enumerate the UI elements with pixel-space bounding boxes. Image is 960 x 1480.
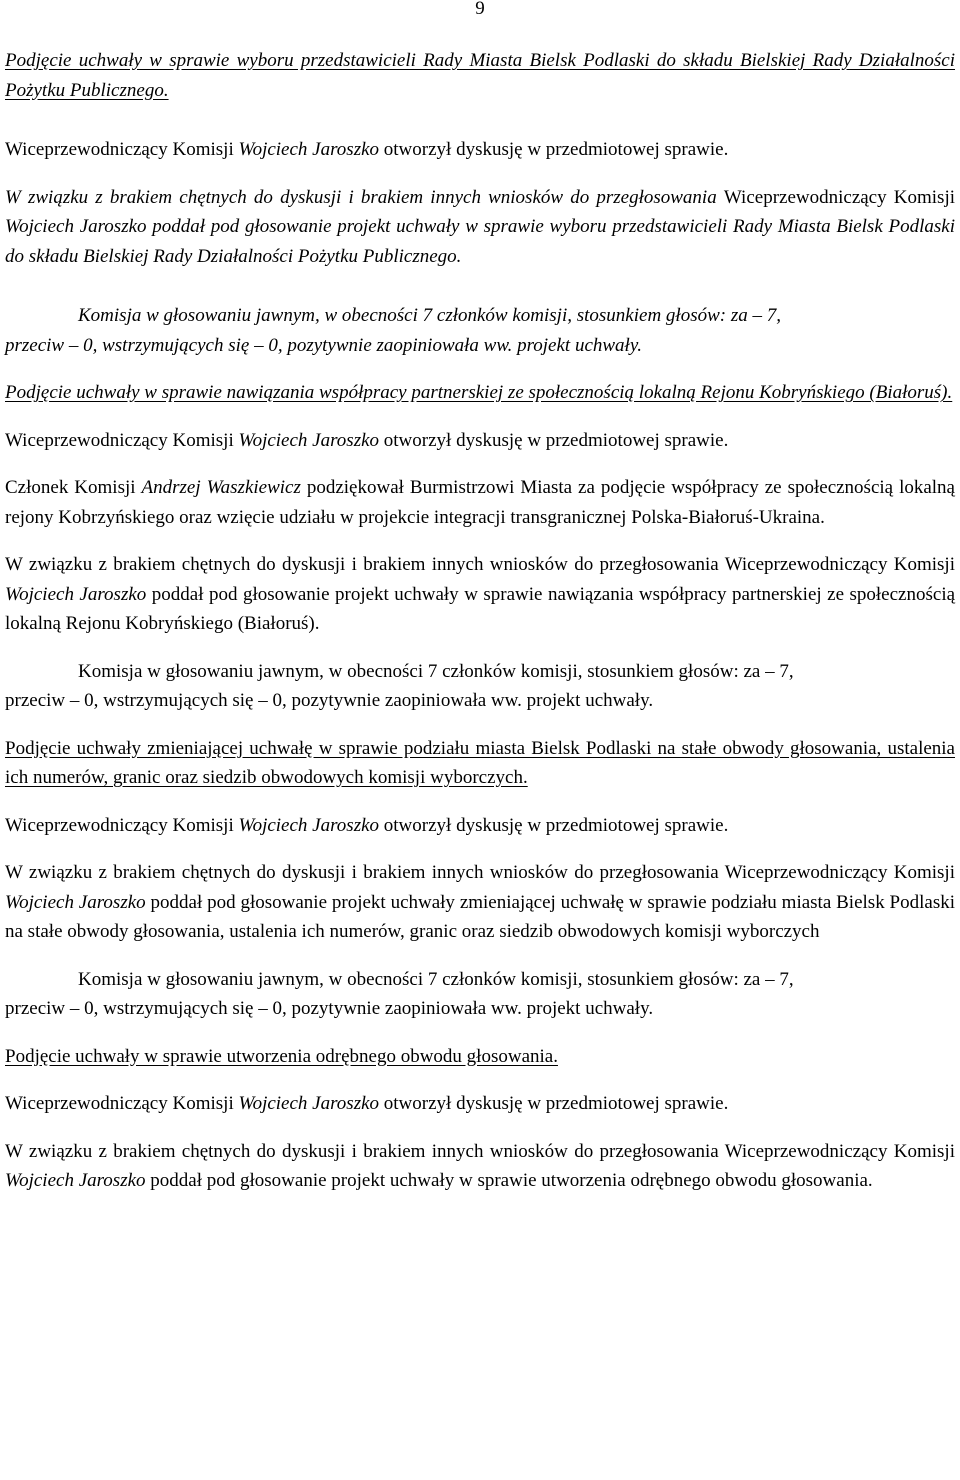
opened-discussion-text: otworzył dyskusję w przedmiotowej sprawie. [383, 139, 729, 160]
section-3-vote-paragraph [5, 858, 955, 947]
section-2-vote-result-1: Komisja w głosowaniu jawnym, w obecności 7 członków komisji, stosunkiem głosów: za – 7, [78, 660, 794, 682]
section-1-heading: Podjęcie uchwały w sprawie wyboru przedstawicieli Rady Miasta Bielsk Podlaski do składu Bielskiej Rady Działalności Pożytku Publicznego. [5, 50, 955, 101]
chair-name: Wojciech Jaroszko [5, 891, 146, 913]
chair-role: Wiceprzewodniczący Komisji [5, 139, 234, 160]
chair-role: Wiceprzewodniczący Komisji [723, 186, 956, 208]
chair-role: Wiceprzewodniczący Komisji [5, 814, 234, 836]
section-3-vote-result-2: przeciw – 0, wstrzymujących się – 0, pozytywnie zaopiniowała ww. projekt uchwały. [5, 998, 654, 1019]
vote-subject: w sprawie wyboru przedstawicieli Rady Miasta Bielsk Podlaski do składu Bielskiej Rady Działalności Pożytku Publicznego. [5, 216, 955, 267]
chair-name: Wojciech Jaroszko [238, 429, 380, 451]
submitted-vote-text: poddał pod głosowanie projekt uchwały [151, 583, 459, 605]
chair-role: Wiceprzewodniczący Komisji [724, 862, 955, 883]
submitted-vote-text: poddał pod głosowanie projekt uchwały [150, 1170, 455, 1191]
opened-discussion-text: otworzył dyskusję w przedmiotowej sprawie. [383, 814, 729, 836]
document-body [5, 46, 955, 1196]
chair-name: Wojciech Jaroszko [5, 1170, 146, 1191]
section-4-opening [5, 1089, 955, 1119]
page-number: 9 [475, 0, 485, 19]
chair-role: Wiceprzewodniczący Komisji [724, 554, 955, 575]
section-1-opening [5, 135, 955, 165]
no-discussion-intro: W związku z brakiem chętnych do dyskusji i brakiem innych wniosków do przegłosowania [5, 1140, 719, 1162]
no-discussion-intro: W związku z brakiem chętnych do dyskusji i brakiem innych wniosków do przegłosowania [5, 554, 719, 575]
chair-name: Wojciech Jaroszko [5, 216, 147, 237]
member-statement-text: podziękował Burmistrzowi Miasta za podjęcie współpracy ze społecznością lokalną rejony Kobrzyńskiego oraz wzięcie udziału w projekcie integracji transgranicznej Polska-Białoruś-Ukraina. [5, 477, 955, 528]
vote-subject: zmieniającej uchwałę w sprawie podziału miasta Bielsk Podlaski na stałe obwody głosowania, ustalenia ich numerów, granic oraz siedzib obwodowych komisji wyborczych [5, 891, 956, 942]
chair-name: Wojciech Jaroszko [5, 583, 147, 605]
chair-role: Wiceprzewodniczący Komisji [5, 1093, 234, 1114]
section-1-vote-paragraph [5, 183, 955, 272]
vote-subject: w sprawie utworzenia odrębnego obwodu głosowania. [458, 1170, 873, 1191]
section-2-vote-paragraph [5, 550, 955, 639]
section-4-vote-paragraph [5, 1137, 955, 1196]
no-discussion-intro: W związku z brakiem chętnych do dyskusji i brakiem innych wniosków do przegłosowania [5, 186, 717, 208]
section-2-heading: Podjęcie uchwały w sprawie nawiązania współpracy partnerskiej ze społecznością lokalną Rejonu Kobryńskiego (Białoruś). [5, 382, 953, 403]
section-2-member-statement [5, 473, 955, 532]
member-name: Andrzej Waszkiewicz [141, 477, 301, 498]
chair-name: Wojciech Jaroszko [238, 1093, 380, 1114]
opened-discussion-text: otworzył dyskusję w przedmiotowej sprawie. [383, 1093, 729, 1114]
section-3-vote-result-1: Komisja w głosowaniu jawnym, w obecności 7 członków komisji, stosunkiem głosów: za – 7, [78, 968, 794, 990]
no-discussion-intro: W związku z brakiem chętnych do dyskusji i brakiem innych wniosków do przegłosowania [5, 862, 719, 883]
section-2-vote-result-2: przeciw – 0, wstrzymujących się – 0, pozytywnie zaopiniowała ww. projekt uchwały. [5, 690, 654, 711]
section-3-heading: Podjęcie uchwały zmieniającej uchwałę w sprawie podziału miasta Bielsk Podlaski na stałe obwody głosowania, ustalenia ich numerów, granic oraz siedzib obwodowych komisji wyborczych. [5, 737, 955, 788]
submitted-vote-text: poddał pod głosowanie projekt uchwały [152, 216, 460, 237]
vote-subject: w sprawie nawiązania współpracy partnerskiej ze społecznością lokalną Rejonu Kobryńskiego (Białoruś). [5, 583, 956, 634]
section-1-vote-result-1: Komisja w głosowaniu jawnym, w obecności 7 członków komisji, stosunkiem głosów: za – 7, [78, 305, 781, 326]
chair-role: Wiceprzewodniczący Komisji [724, 1140, 955, 1162]
section-1-vote-result-2: przeciw – 0, wstrzymujących się – 0, pozytywnie zaopiniowała ww. projekt uchwały. [5, 334, 642, 356]
member-role: Członek Komisji [5, 477, 136, 498]
chair-role: Wiceprzewodniczący Komisji [5, 429, 234, 451]
section-3-opening [5, 811, 955, 841]
section-4-heading: Podjęcie uchwały w sprawie utworzenia odrębnego obwodu głosowania. [5, 1045, 558, 1067]
chair-name: Wojciech Jaroszko [238, 139, 380, 160]
opened-discussion-text: otworzył dyskusję w przedmiotowej sprawie. [383, 429, 729, 451]
section-2-opening [5, 426, 955, 456]
chair-name: Wojciech Jaroszko [238, 814, 380, 836]
submitted-vote-text: poddał pod głosowanie projekt uchwały [150, 891, 455, 913]
